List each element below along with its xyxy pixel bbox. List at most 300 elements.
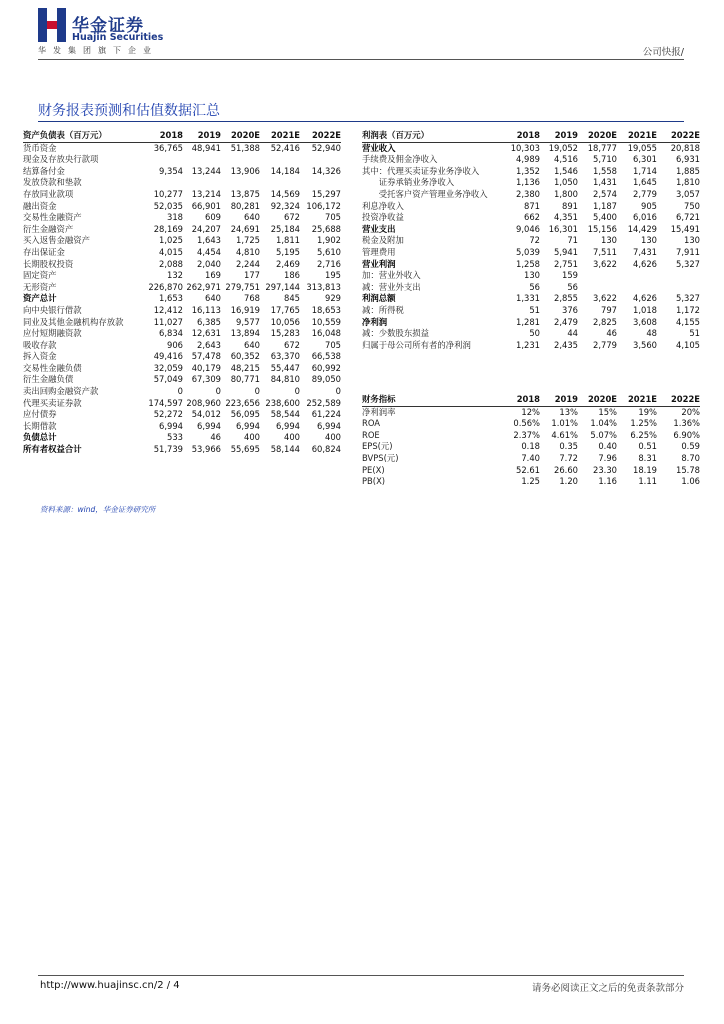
cell-value: 1,558: [593, 165, 617, 176]
year-header: 2022E: [300, 130, 341, 142]
cell-value: 1,050: [554, 177, 578, 188]
cell-value: 4,015: [159, 246, 183, 257]
cell-value: 4.61%: [551, 429, 578, 440]
table-row: [362, 465, 700, 477]
cell-value: 672: [284, 212, 300, 223]
cell-value: 1,258: [516, 258, 540, 269]
row-label: 向中央银行借款: [23, 304, 82, 315]
cell-value: [578, 270, 617, 282]
cell-value: 13,244: [191, 165, 221, 176]
table-row: [23, 247, 341, 259]
cell-value: 4,516: [554, 154, 578, 165]
cell-value: 6.90%: [673, 429, 700, 440]
cell-value: 0.59: [681, 441, 700, 452]
cell-value: 7,911: [676, 246, 700, 257]
year-header: 2019: [540, 130, 578, 142]
cell-value: 0.18: [521, 441, 540, 452]
cell-value: 5,610: [317, 246, 341, 257]
cell-value: 672: [284, 339, 300, 350]
row-label: 应付短期融资款: [23, 328, 82, 339]
cell-value: 0.51: [638, 441, 657, 452]
cell-value: 2,040: [197, 258, 221, 269]
cell-value: 13,906: [230, 165, 260, 176]
cell-value: 1,018: [633, 304, 657, 315]
cell-value: 609: [205, 212, 221, 223]
cell-value: 8.31: [638, 452, 657, 463]
cell-value: 132: [167, 270, 183, 281]
financial-indicators-table: [362, 394, 700, 488]
table-row: [23, 432, 341, 444]
cell-value: 1,800: [554, 188, 578, 199]
table-row: [23, 189, 341, 201]
cell-value: 640: [244, 212, 260, 223]
cell-value: 174,597: [148, 397, 183, 408]
cell-value: 5,327: [676, 293, 700, 304]
table-header-row: [362, 130, 700, 142]
cell-value: 0.56%: [513, 418, 540, 429]
table-row: [23, 235, 341, 247]
cell-value: 1.04%: [590, 418, 617, 429]
cell-value: 14,569: [270, 188, 300, 199]
table-row: [23, 270, 341, 282]
cell-value: 52,940: [311, 142, 341, 153]
table-row: [23, 317, 341, 329]
cell-value: 1,714: [633, 165, 657, 176]
cell-value: 662: [524, 212, 540, 223]
cell-value: 262,971: [186, 281, 221, 292]
year-header: 2018: [502, 394, 540, 406]
cell-value: 4,155: [676, 316, 700, 327]
cell-value: 0: [294, 386, 300, 397]
table-row: [23, 282, 341, 294]
cell-value: 51: [689, 328, 700, 339]
cell-value: 1,645: [633, 177, 657, 188]
cell-value: 16,113: [191, 304, 221, 315]
cell-value: [183, 154, 221, 166]
cell-value: 0: [177, 386, 183, 397]
brand-name-cn: 华金证券: [72, 16, 144, 36]
table-row: [23, 293, 341, 305]
row-label: 拆入资金: [23, 351, 57, 362]
year-header: 2022E: [657, 394, 700, 406]
cell-value: [300, 177, 341, 189]
cell-value: 1,902: [317, 235, 341, 246]
table-row: [362, 441, 700, 453]
cell-value: 177: [244, 270, 260, 281]
cell-value: [300, 154, 341, 166]
cell-value: 52,272: [153, 409, 183, 420]
cell-value: 18,777: [587, 142, 617, 153]
slogan: 华发集团旗下企业: [38, 46, 158, 55]
cell-value: 1,136: [516, 177, 540, 188]
table-row: [362, 282, 700, 294]
cell-value: 130: [524, 270, 540, 281]
cell-value: 7.96: [598, 452, 617, 463]
cell-value: 3,608: [633, 316, 657, 327]
cell-value: 18,653: [311, 304, 341, 315]
table-row: [362, 317, 700, 329]
cell-value: 533: [167, 432, 183, 443]
cell-value: 1,281: [516, 316, 540, 327]
table-row: [23, 340, 341, 352]
table-row: [362, 142, 700, 154]
cell-value: 2,716: [317, 258, 341, 269]
row-label: 营业收入: [362, 142, 396, 153]
cell-value: 1,231: [516, 339, 540, 350]
cell-value: 56: [567, 281, 578, 292]
cell-value: 6.25%: [630, 429, 657, 440]
cell-value: 61,224: [311, 409, 341, 420]
table-row: [362, 476, 700, 488]
cell-value: 20,818: [670, 142, 700, 153]
cell-value: 57,049: [153, 374, 183, 385]
cell-value: 66,538: [311, 351, 341, 362]
cell-value: 71: [567, 235, 578, 246]
cell-value: 52,416: [270, 142, 300, 153]
cell-value: [145, 177, 183, 189]
cell-value: 2.37%: [513, 429, 540, 440]
table-row: [362, 189, 700, 201]
cell-value: 46: [210, 432, 221, 443]
row-label: 营业支出: [362, 223, 396, 234]
cell-value: 7.40: [521, 452, 540, 463]
row-label: 长期借款: [23, 420, 57, 431]
table-row: [362, 247, 700, 259]
table-row: [362, 430, 700, 442]
cell-value: 376: [562, 304, 578, 315]
row-label: 减：所得税: [362, 304, 404, 315]
cell-value: 66,901: [191, 200, 221, 211]
cell-value: 84,810: [270, 374, 300, 385]
cell-value: 13%: [559, 406, 578, 417]
cell-value: 0: [335, 386, 341, 397]
row-label: 结算备付金: [23, 165, 65, 176]
cell-value: 905: [641, 200, 657, 211]
cell-value: 63,370: [270, 351, 300, 362]
cell-value: 1.16: [598, 476, 617, 487]
cell-value: 7.72: [559, 452, 578, 463]
row-label: 管理费用: [362, 246, 396, 257]
cell-value: 5,941: [554, 246, 578, 257]
cell-value: 106,172: [306, 200, 341, 211]
row-label: 货币资金: [23, 142, 57, 153]
cell-value: 44: [567, 328, 578, 339]
cell-value: [183, 177, 221, 189]
cell-value: 1.11: [638, 476, 657, 487]
cell-value: 0: [215, 386, 221, 397]
cell-value: 1.20: [559, 476, 578, 487]
cell-value: 53,966: [191, 444, 221, 455]
row-label: 存放同业款项: [23, 188, 74, 199]
table-row: [23, 328, 341, 340]
cell-value: 15,297: [311, 188, 341, 199]
cell-value: 19,052: [548, 142, 578, 153]
cell-value: 9,577: [236, 316, 260, 327]
table-row: [23, 444, 341, 456]
cell-value: 12%: [521, 406, 540, 417]
cell-value: 58,544: [270, 409, 300, 420]
table-row: [23, 363, 341, 375]
cell-value: 23.30: [593, 464, 617, 475]
cell-value: 3,560: [633, 339, 657, 350]
cell-value: 13,214: [191, 188, 221, 199]
row-label: 融出资金: [23, 200, 57, 211]
footer-url: http://www.huajinsc.cn/2 / 4: [40, 980, 180, 991]
row-label: 利息净收入: [362, 200, 404, 211]
cell-value: 10,277: [153, 188, 183, 199]
section-divider: [38, 121, 684, 122]
table-title: 利润表（百万元）: [362, 130, 502, 142]
row-label: 现金及存放央行款项: [23, 154, 99, 165]
row-label: 固定资产: [23, 270, 57, 281]
cell-value: 11,027: [153, 316, 183, 327]
footer-divider: [38, 975, 684, 976]
cell-value: 36,765: [153, 142, 183, 153]
cell-value: 6,834: [159, 328, 183, 339]
cell-value: 40,179: [191, 362, 221, 373]
cell-value: 51: [529, 304, 540, 315]
cell-value: 2,643: [197, 339, 221, 350]
cell-value: 57,478: [191, 351, 221, 362]
cell-value: 3,622: [593, 258, 617, 269]
cell-value: 15,283: [270, 328, 300, 339]
row-label: 发放贷款和垫款: [23, 177, 82, 188]
table-row: [362, 406, 700, 418]
cell-value: 19%: [638, 406, 657, 417]
cell-value: 56,095: [230, 409, 260, 420]
cell-value: 1.36%: [673, 418, 700, 429]
year-header: 2019: [183, 130, 221, 142]
cell-value: 2,469: [276, 258, 300, 269]
table-row: [23, 166, 341, 178]
cell-value: 15.78: [676, 464, 700, 475]
cell-value: 871: [524, 200, 540, 211]
cell-value: 169: [205, 270, 221, 281]
cell-value: 0: [254, 386, 260, 397]
source-note: 资料来源：wind，华金证券研究所: [40, 505, 156, 514]
cell-value: 1,885: [676, 165, 700, 176]
row-label: 交易性金融资产: [23, 212, 82, 223]
table-row: [23, 259, 341, 271]
cell-value: 16,301: [548, 223, 578, 234]
row-label: 所有者权益合计: [23, 444, 82, 455]
cell-value: 6,931: [676, 154, 700, 165]
table-row: [23, 398, 341, 410]
cell-value: 17,765: [270, 304, 300, 315]
cell-value: 9,046: [516, 223, 540, 234]
cell-value: 10,559: [311, 316, 341, 327]
row-label: 归属于母公司所有者的净利润: [362, 339, 471, 350]
cell-value: 195: [325, 270, 341, 281]
cell-value: 2,825: [593, 316, 617, 327]
cell-value: 2,751: [554, 258, 578, 269]
table-row: [23, 212, 341, 224]
cell-value: 12,631: [191, 328, 221, 339]
cell-value: 640: [205, 293, 221, 304]
cell-value: 4,105: [676, 339, 700, 350]
cell-value: 1,653: [159, 293, 183, 304]
year-header: 2021E: [260, 130, 300, 142]
cell-value: 2,574: [593, 188, 617, 199]
cell-value: 5,327: [676, 258, 700, 269]
cell-value: 14,184: [270, 165, 300, 176]
table-row: [362, 328, 700, 340]
row-label: 净利润率: [362, 406, 396, 417]
cell-value: 2,435: [554, 339, 578, 350]
cell-value: 25,688: [311, 223, 341, 234]
table-row: [362, 270, 700, 282]
table-row: [23, 142, 341, 154]
row-label: 应付债券: [23, 409, 57, 420]
cell-value: 48: [646, 328, 657, 339]
table-row: [362, 418, 700, 430]
row-label: 吸收存款: [23, 339, 57, 350]
cell-value: 0.35: [559, 441, 578, 452]
cell-value: 318: [167, 212, 183, 223]
row-label: 存出保证金: [23, 246, 65, 257]
cell-value: 7,511: [593, 246, 617, 257]
row-label: BVPS(元): [362, 452, 399, 463]
cell-value: 51,739: [153, 444, 183, 455]
cell-value: 0.40: [598, 441, 617, 452]
cell-value: 1,811: [276, 235, 300, 246]
cell-value: 55,695: [230, 444, 260, 455]
cell-value: 50: [529, 328, 540, 339]
table-row: [362, 201, 700, 213]
year-header: 2022E: [657, 130, 700, 142]
cell-value: 4,351: [554, 212, 578, 223]
cell-value: 1,025: [159, 235, 183, 246]
cell-value: 16,048: [311, 328, 341, 339]
cell-value: 2,088: [159, 258, 183, 269]
balance-sheet-table: [23, 130, 341, 456]
row-label: 买入返售金融资产: [23, 235, 90, 246]
cell-value: 48,215: [230, 362, 260, 373]
table-row: [23, 224, 341, 236]
cell-value: 6,301: [633, 154, 657, 165]
cell-value: 9,354: [159, 165, 183, 176]
cell-value: 28,169: [153, 223, 183, 234]
table-row: [362, 293, 700, 305]
cell-value: 891: [562, 200, 578, 211]
cell-value: [617, 282, 657, 294]
cell-value: 5,039: [516, 246, 540, 257]
year-header: 2021E: [617, 130, 657, 142]
cell-value: 25,184: [270, 223, 300, 234]
row-label: 其中：代理买卖证券业务净收入: [362, 165, 480, 176]
cell-value: 1,725: [236, 235, 260, 246]
cell-value: 400: [244, 432, 260, 443]
cell-value: 4,626: [633, 293, 657, 304]
cell-value: 1,331: [516, 293, 540, 304]
cell-value: 6,016: [633, 212, 657, 223]
row-label: 无形资产: [23, 281, 57, 292]
cell-value: 2,244: [236, 258, 260, 269]
table-row: [23, 386, 341, 398]
table-row: [23, 177, 341, 189]
cell-value: 12,412: [153, 304, 183, 315]
year-header: 2019: [540, 394, 578, 406]
cell-value: 5.07%: [590, 429, 617, 440]
cell-value: 4,454: [197, 246, 221, 257]
cell-value: 15,491: [670, 223, 700, 234]
cell-value: 130: [641, 235, 657, 246]
cell-value: 313,813: [306, 281, 341, 292]
table-row: [362, 177, 700, 189]
cell-value: 19,055: [627, 142, 657, 153]
row-label: PB(X): [362, 476, 386, 487]
cell-value: 89,050: [311, 374, 341, 385]
cell-value: [657, 270, 700, 282]
cell-value: 58,144: [270, 444, 300, 455]
cell-value: 906: [167, 339, 183, 350]
cell-value: 750: [684, 200, 700, 211]
cell-value: 1,431: [593, 177, 617, 188]
cell-value: 49,416: [153, 351, 183, 362]
cell-value: 46: [606, 328, 617, 339]
table-row: [23, 409, 341, 421]
cell-value: 14,326: [311, 165, 341, 176]
table-row: [362, 235, 700, 247]
cell-value: 48,941: [191, 142, 221, 153]
row-label: 税金及附加: [362, 235, 404, 246]
cell-value: 400: [325, 432, 341, 443]
cell-value: 705: [325, 212, 341, 223]
cell-value: 13,894: [230, 328, 260, 339]
row-label: 交易性金融负债: [23, 362, 82, 373]
cell-value: 797: [601, 304, 617, 315]
cell-value: 2,479: [554, 316, 578, 327]
table-row: [362, 453, 700, 465]
cell-value: 186: [284, 270, 300, 281]
cell-value: 705: [325, 339, 341, 350]
cell-value: [260, 177, 300, 189]
row-label: 受托客户资产管理业务净收入: [362, 188, 488, 199]
cell-value: 6,385: [197, 316, 221, 327]
row-label: 减：营业外支出: [362, 281, 421, 292]
cell-value: 52.61: [516, 464, 540, 475]
cell-value: 1.25: [521, 476, 540, 487]
cell-value: 92,324: [270, 200, 300, 211]
cell-value: 4,810: [236, 246, 260, 257]
cell-value: 7,431: [633, 246, 657, 257]
cell-value: 1,546: [554, 165, 578, 176]
year-header: 2020E: [578, 394, 617, 406]
cell-value: 20%: [681, 406, 700, 417]
cell-value: 10,056: [270, 316, 300, 327]
cell-value: 4,626: [633, 258, 657, 269]
row-label: 净利润: [362, 316, 388, 327]
cell-value: 226,870: [148, 281, 183, 292]
cell-value: 13,875: [230, 188, 260, 199]
row-label: 长期股权投资: [23, 258, 74, 269]
cell-value: 6,994: [317, 420, 341, 431]
row-label: 营业利润: [362, 258, 396, 269]
cell-value: 400: [284, 432, 300, 443]
cell-value: 72: [529, 235, 540, 246]
row-label: 加：营业外收入: [362, 270, 421, 281]
table-row: [23, 351, 341, 363]
cell-value: 15,156: [587, 223, 617, 234]
cell-value: 768: [244, 293, 260, 304]
row-label: 手续费及佣金净收入: [362, 154, 438, 165]
row-label: 减：少数股东损益: [362, 328, 429, 339]
cell-value: 5,195: [276, 246, 300, 257]
table-row: [23, 374, 341, 386]
header-divider: [38, 59, 684, 60]
cell-value: 1,187: [593, 200, 617, 211]
cell-value: 4,989: [516, 154, 540, 165]
